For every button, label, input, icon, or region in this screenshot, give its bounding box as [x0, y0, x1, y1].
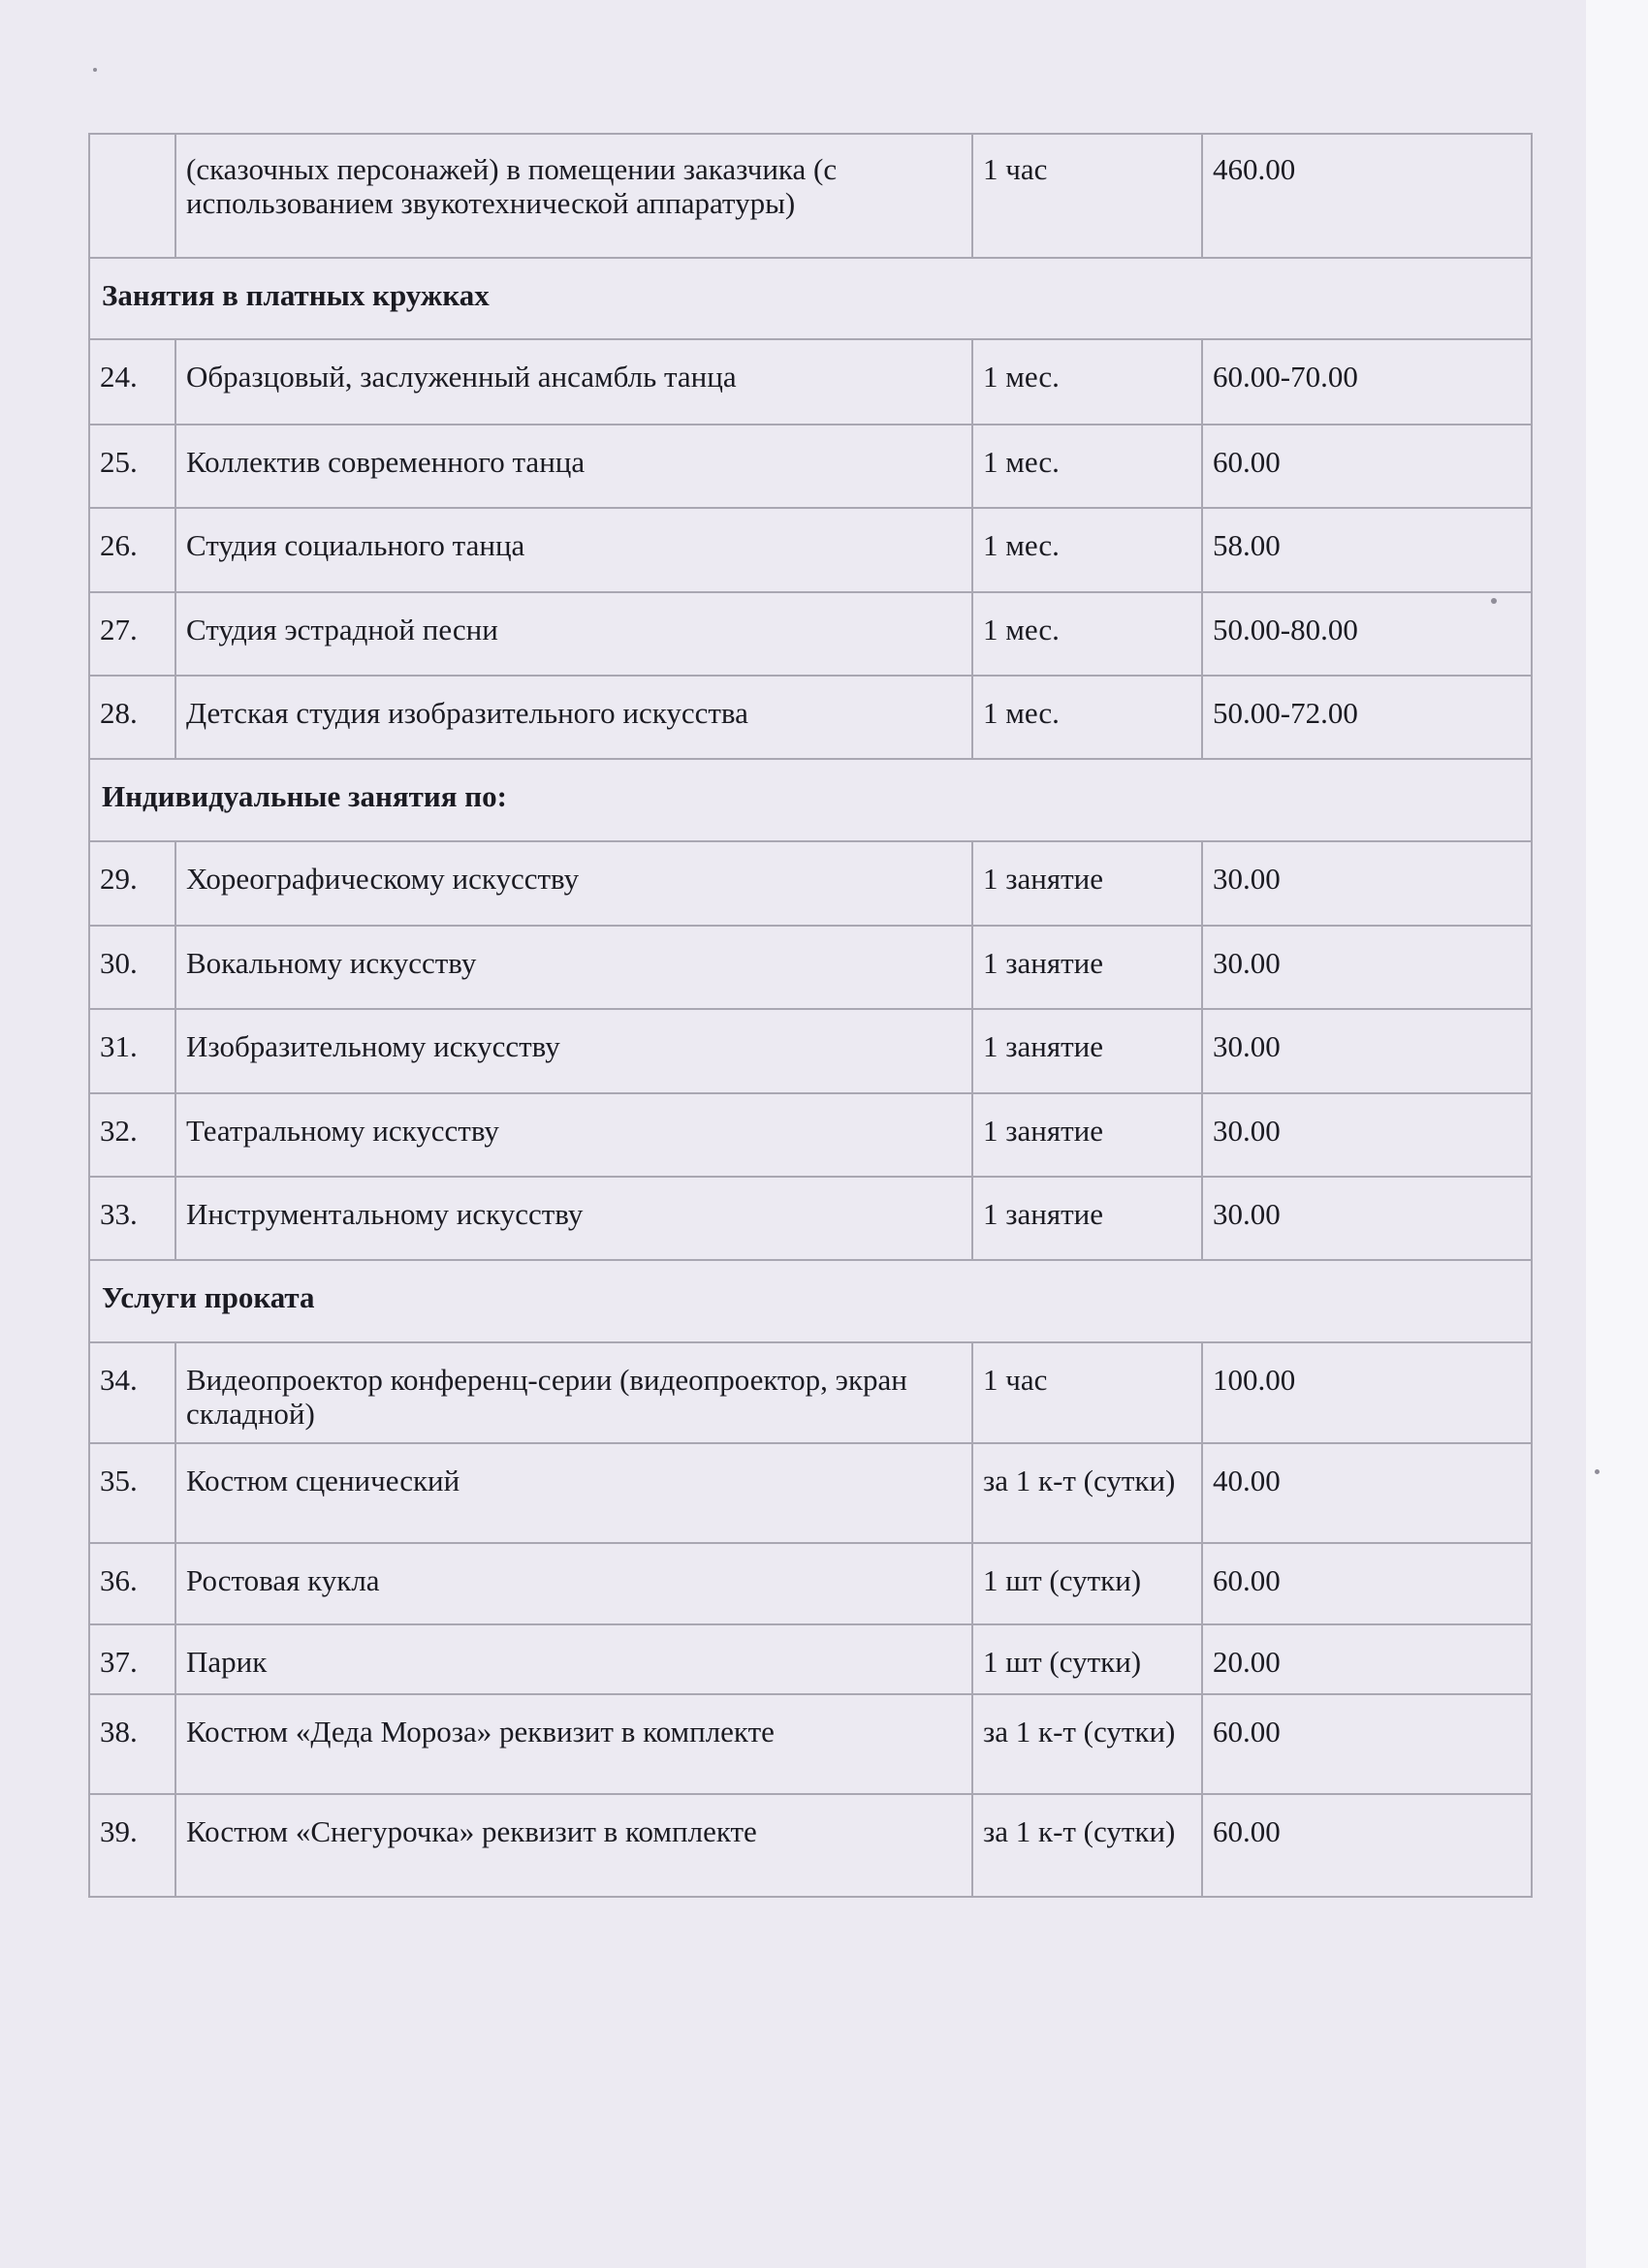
price: 30.00	[1202, 926, 1532, 1009]
unit: 1 занятие	[972, 1009, 1202, 1093]
unit: 1 час	[972, 1342, 1202, 1443]
service-name: Образцовый, заслуженный ансамбль танца	[175, 339, 972, 425]
unit: 1 занятие	[972, 1093, 1202, 1177]
table-row	[89, 1624, 1532, 1694]
service-name: Ростовая кукла	[175, 1543, 972, 1624]
row-number: 24.	[89, 339, 175, 425]
table-row	[89, 1794, 1532, 1897]
price: 50.00-72.00	[1202, 676, 1532, 759]
scan-speck	[1491, 598, 1497, 604]
unit: 1 шт (сутки)	[972, 1543, 1202, 1624]
table-row	[89, 339, 1532, 425]
row-number: 37.	[89, 1624, 175, 1694]
price-table	[88, 133, 1533, 1898]
service-name: Студия социального танца	[175, 508, 972, 592]
service-name: Студия эстрадной песни	[175, 592, 972, 676]
table-row	[89, 1694, 1532, 1794]
price: 50.00-80.00	[1202, 592, 1532, 676]
section-title: Занятия в платных кружках	[89, 258, 1532, 339]
table-row	[89, 1177, 1532, 1260]
scan-speck	[93, 68, 97, 72]
row-number: 26.	[89, 508, 175, 592]
row-number: 36.	[89, 1543, 175, 1624]
unit: 1 мес.	[972, 339, 1202, 425]
section-title: Индивидуальные занятия по:	[89, 759, 1532, 841]
price: 60.00	[1202, 1794, 1532, 1897]
section-header	[89, 1260, 1532, 1342]
table-row	[89, 1009, 1532, 1093]
table-row	[89, 1342, 1532, 1443]
price-table-body	[89, 134, 1532, 1897]
unit: 1 занятие	[972, 841, 1202, 926]
row-number: 27.	[89, 592, 175, 676]
row-number: 39.	[89, 1794, 175, 1897]
row-number: 25.	[89, 425, 175, 508]
section-title: Услуги проката	[89, 1260, 1532, 1342]
unit: 1 час	[972, 134, 1202, 258]
price: 60.00	[1202, 425, 1532, 508]
service-name: Инструментальному искусству	[175, 1177, 972, 1260]
service-name: Костюм «Деда Мороза» реквизит в комплекте	[175, 1694, 972, 1794]
price: 20.00	[1202, 1624, 1532, 1694]
price: 30.00	[1202, 841, 1532, 926]
price: 460.00	[1202, 134, 1532, 258]
service-name: Изобразительному искусству	[175, 1009, 972, 1093]
unit: за 1 к-т (сутки)	[972, 1694, 1202, 1794]
service-name: Костюм «Снегурочка» реквизит в комплекте	[175, 1794, 972, 1897]
row-number: 29.	[89, 841, 175, 926]
unit: 1 шт (сутки)	[972, 1624, 1202, 1694]
service-name: Парик	[175, 1624, 972, 1694]
service-name: Хореографическому искусству	[175, 841, 972, 926]
unit: 1 мес.	[972, 676, 1202, 759]
service-name: Детская студия изобразительного искусства	[175, 676, 972, 759]
row-number: 35.	[89, 1443, 175, 1543]
service-name: Вокальному искусству	[175, 926, 972, 1009]
unit: 1 мес.	[972, 508, 1202, 592]
page-edge	[1586, 0, 1648, 2268]
unit: за 1 к-т (сутки)	[972, 1794, 1202, 1897]
row-number: 32.	[89, 1093, 175, 1177]
section-header	[89, 258, 1532, 339]
service-name: Коллектив современного танца	[175, 425, 972, 508]
table-row	[89, 676, 1532, 759]
unit: 1 занятие	[972, 1177, 1202, 1260]
row-number: 30.	[89, 926, 175, 1009]
table-row	[89, 1093, 1532, 1177]
scan-speck	[1595, 1469, 1600, 1474]
table-row	[89, 592, 1532, 676]
price: 60.00	[1202, 1543, 1532, 1624]
row-number: 38.	[89, 1694, 175, 1794]
service-name: Театральному искусству	[175, 1093, 972, 1177]
section-header	[89, 759, 1532, 841]
service-name: Видеопроектор конференц-серии (видеопроектор, экран складной)	[175, 1342, 972, 1443]
service-name: Костюм сценический	[175, 1443, 972, 1543]
row-number: 28.	[89, 676, 175, 759]
table-row	[89, 1443, 1532, 1543]
table-row	[89, 926, 1532, 1009]
price: 60.00	[1202, 1694, 1532, 1794]
row-number: 34.	[89, 1342, 175, 1443]
unit: 1 мес.	[972, 592, 1202, 676]
row-number: 33.	[89, 1177, 175, 1260]
price: 30.00	[1202, 1009, 1532, 1093]
price: 30.00	[1202, 1093, 1532, 1177]
price: 100.00	[1202, 1342, 1532, 1443]
table-row	[89, 1543, 1532, 1624]
table-row	[89, 508, 1532, 592]
price: 60.00-70.00	[1202, 339, 1532, 425]
price: 58.00	[1202, 508, 1532, 592]
table-row	[89, 134, 1532, 258]
service-name: (сказочных персонажей) в помещении заказчика (с использованием звукотехнической аппаратуры)	[175, 134, 972, 258]
price: 40.00	[1202, 1443, 1532, 1543]
unit: за 1 к-т (сутки)	[972, 1443, 1202, 1543]
row-number	[89, 134, 175, 258]
unit: 1 мес.	[972, 425, 1202, 508]
price: 30.00	[1202, 1177, 1532, 1260]
table-row	[89, 425, 1532, 508]
row-number: 31.	[89, 1009, 175, 1093]
table-row	[89, 841, 1532, 926]
unit: 1 занятие	[972, 926, 1202, 1009]
